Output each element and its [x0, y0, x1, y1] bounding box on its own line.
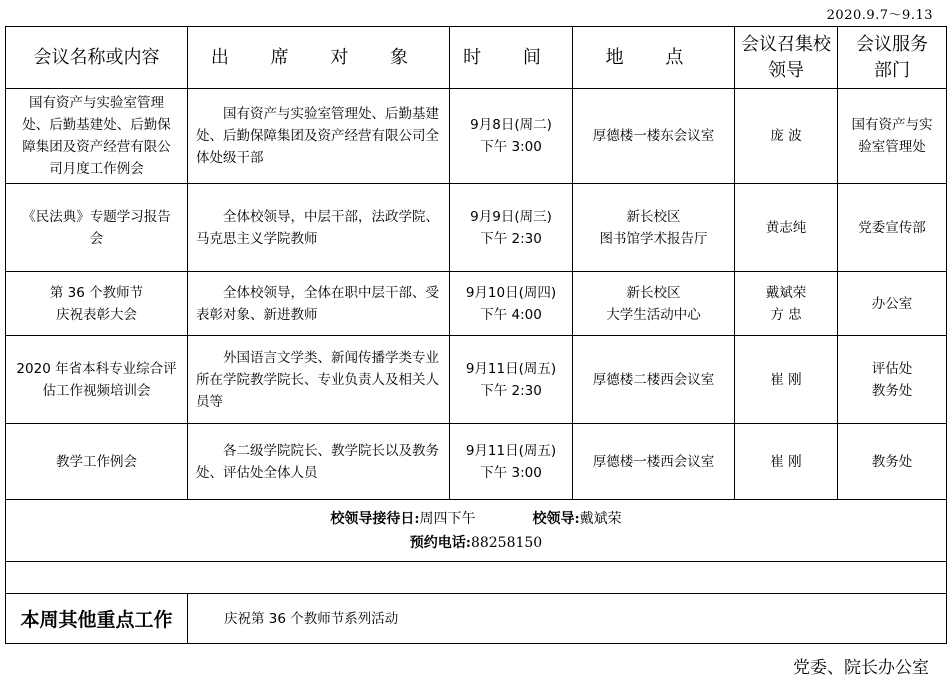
- meeting-schedule-table: [5, 26, 947, 644]
- reception-leader-value: 戴斌荣: [579, 510, 622, 527]
- reception-day-value: 周四下午: [419, 510, 476, 527]
- reception-phone-label: 预约电话:: [409, 534, 471, 551]
- meeting-date: 9月10日(周四): [465, 284, 557, 301]
- meeting-location: 厚德楼二楼西会议室: [573, 336, 735, 424]
- meeting-date: 9月11日(周五): [465, 442, 557, 459]
- meeting-dept: 评估处 教务处: [838, 336, 947, 424]
- reception-leader-label: 校领导:: [532, 510, 580, 527]
- reception-day-label: 校领导接待日:: [330, 510, 420, 527]
- meeting-attendees: 各二级学院院长、教学院长以及教务处、评估处全体人员: [196, 442, 439, 481]
- table-row: [6, 272, 947, 336]
- meeting-time: 下午 4:00: [480, 306, 542, 323]
- meeting-leader: 崔 刚: [735, 336, 838, 424]
- meeting-name: 《民法典》专题学习报告会: [22, 208, 171, 247]
- col-header-dept: 会议服务部门: [838, 27, 947, 89]
- meeting-location: 厚德楼一楼东会议室: [573, 89, 735, 184]
- meeting-dept: 办公室: [838, 272, 947, 336]
- meeting-attendees: 全体校领导，全体在职中层干部、受表彰对象、新进教师: [196, 284, 439, 323]
- other-work-content: 庆祝第 36 个教师节系列活动: [188, 594, 947, 644]
- meeting-date: 9月11日(周五): [465, 360, 557, 377]
- meeting-name: 第 36 个教师节 庆祝表彰大会: [6, 272, 188, 336]
- meeting-dept: 国有资产与实验室管理处: [851, 117, 933, 155]
- col-header-name: 会议名称或内容: [6, 27, 188, 89]
- meeting-time: 下午 3:00: [480, 464, 542, 481]
- meeting-dept: 教务处: [838, 424, 947, 500]
- meeting-leader: 黄志纯: [735, 184, 838, 272]
- reception-day-line: [6, 507, 946, 531]
- other-work-row: [6, 594, 947, 644]
- meeting-name: 国有资产与实验室管理处、后勤基建处、后勤保障集团及资产经营有限公司月度工作例会: [22, 95, 171, 177]
- date-range: 2020.9.7～9.13: [826, 8, 933, 23]
- col-header-attendees: 出 席 对 象: [188, 27, 450, 89]
- issuer-signature: 党委、院长办公室: [793, 658, 929, 678]
- meeting-location: 厚德楼一楼西会议室: [573, 424, 735, 500]
- meeting-time: 下午 3:00: [480, 139, 542, 155]
- col-header-location: 地 点: [573, 27, 735, 89]
- meeting-date: 9月9日(周三): [470, 208, 552, 225]
- table-row: [6, 89, 947, 184]
- empty-row: [6, 562, 947, 594]
- meeting-leader: 戴斌荣 方 忠: [735, 272, 838, 336]
- meeting-date: 9月8日(周二): [470, 117, 552, 133]
- reception-phone-line: [6, 531, 946, 555]
- meeting-leader: 崔 刚: [735, 424, 838, 500]
- table-row: [6, 184, 947, 272]
- table-row: [6, 424, 947, 500]
- reception-row: [6, 500, 947, 562]
- reception-phone-value: 88258150: [470, 534, 543, 551]
- meeting-attendees: 国有资产与实验室管理处、后勤基建处、后勤保障集团及资产经营有限公司全体处级干部: [196, 106, 439, 166]
- meeting-name: 教学工作例会: [6, 424, 188, 500]
- table-row: [6, 336, 947, 424]
- other-work-title: 本周其他重点工作: [6, 594, 188, 644]
- meeting-time: 下午 2:30: [480, 230, 542, 247]
- meeting-attendees: 外国语言文学类、新闻传播学类专业所在学院教学院长、专业负责人及相关人员等: [196, 349, 439, 410]
- col-header-time: 时 间: [450, 27, 573, 89]
- col-header-leader: 会议召集校领导: [735, 27, 838, 89]
- meeting-attendees: 全体校领导，中层干部，法政学院、马克思主义学院教师: [196, 208, 439, 247]
- meeting-time: 下午 2:30: [480, 382, 542, 399]
- meeting-leader: 庞 波: [735, 89, 838, 184]
- meeting-location: 新长校区 图书馆学术报告厅: [573, 184, 735, 272]
- meeting-name: 2020 年省本科专业综合评估工作视频培训会: [16, 360, 177, 399]
- meeting-location: 新长校区 大学生活动中心: [573, 272, 735, 336]
- meeting-dept: 党委宣传部: [838, 184, 947, 272]
- table-header-row: [6, 27, 947, 89]
